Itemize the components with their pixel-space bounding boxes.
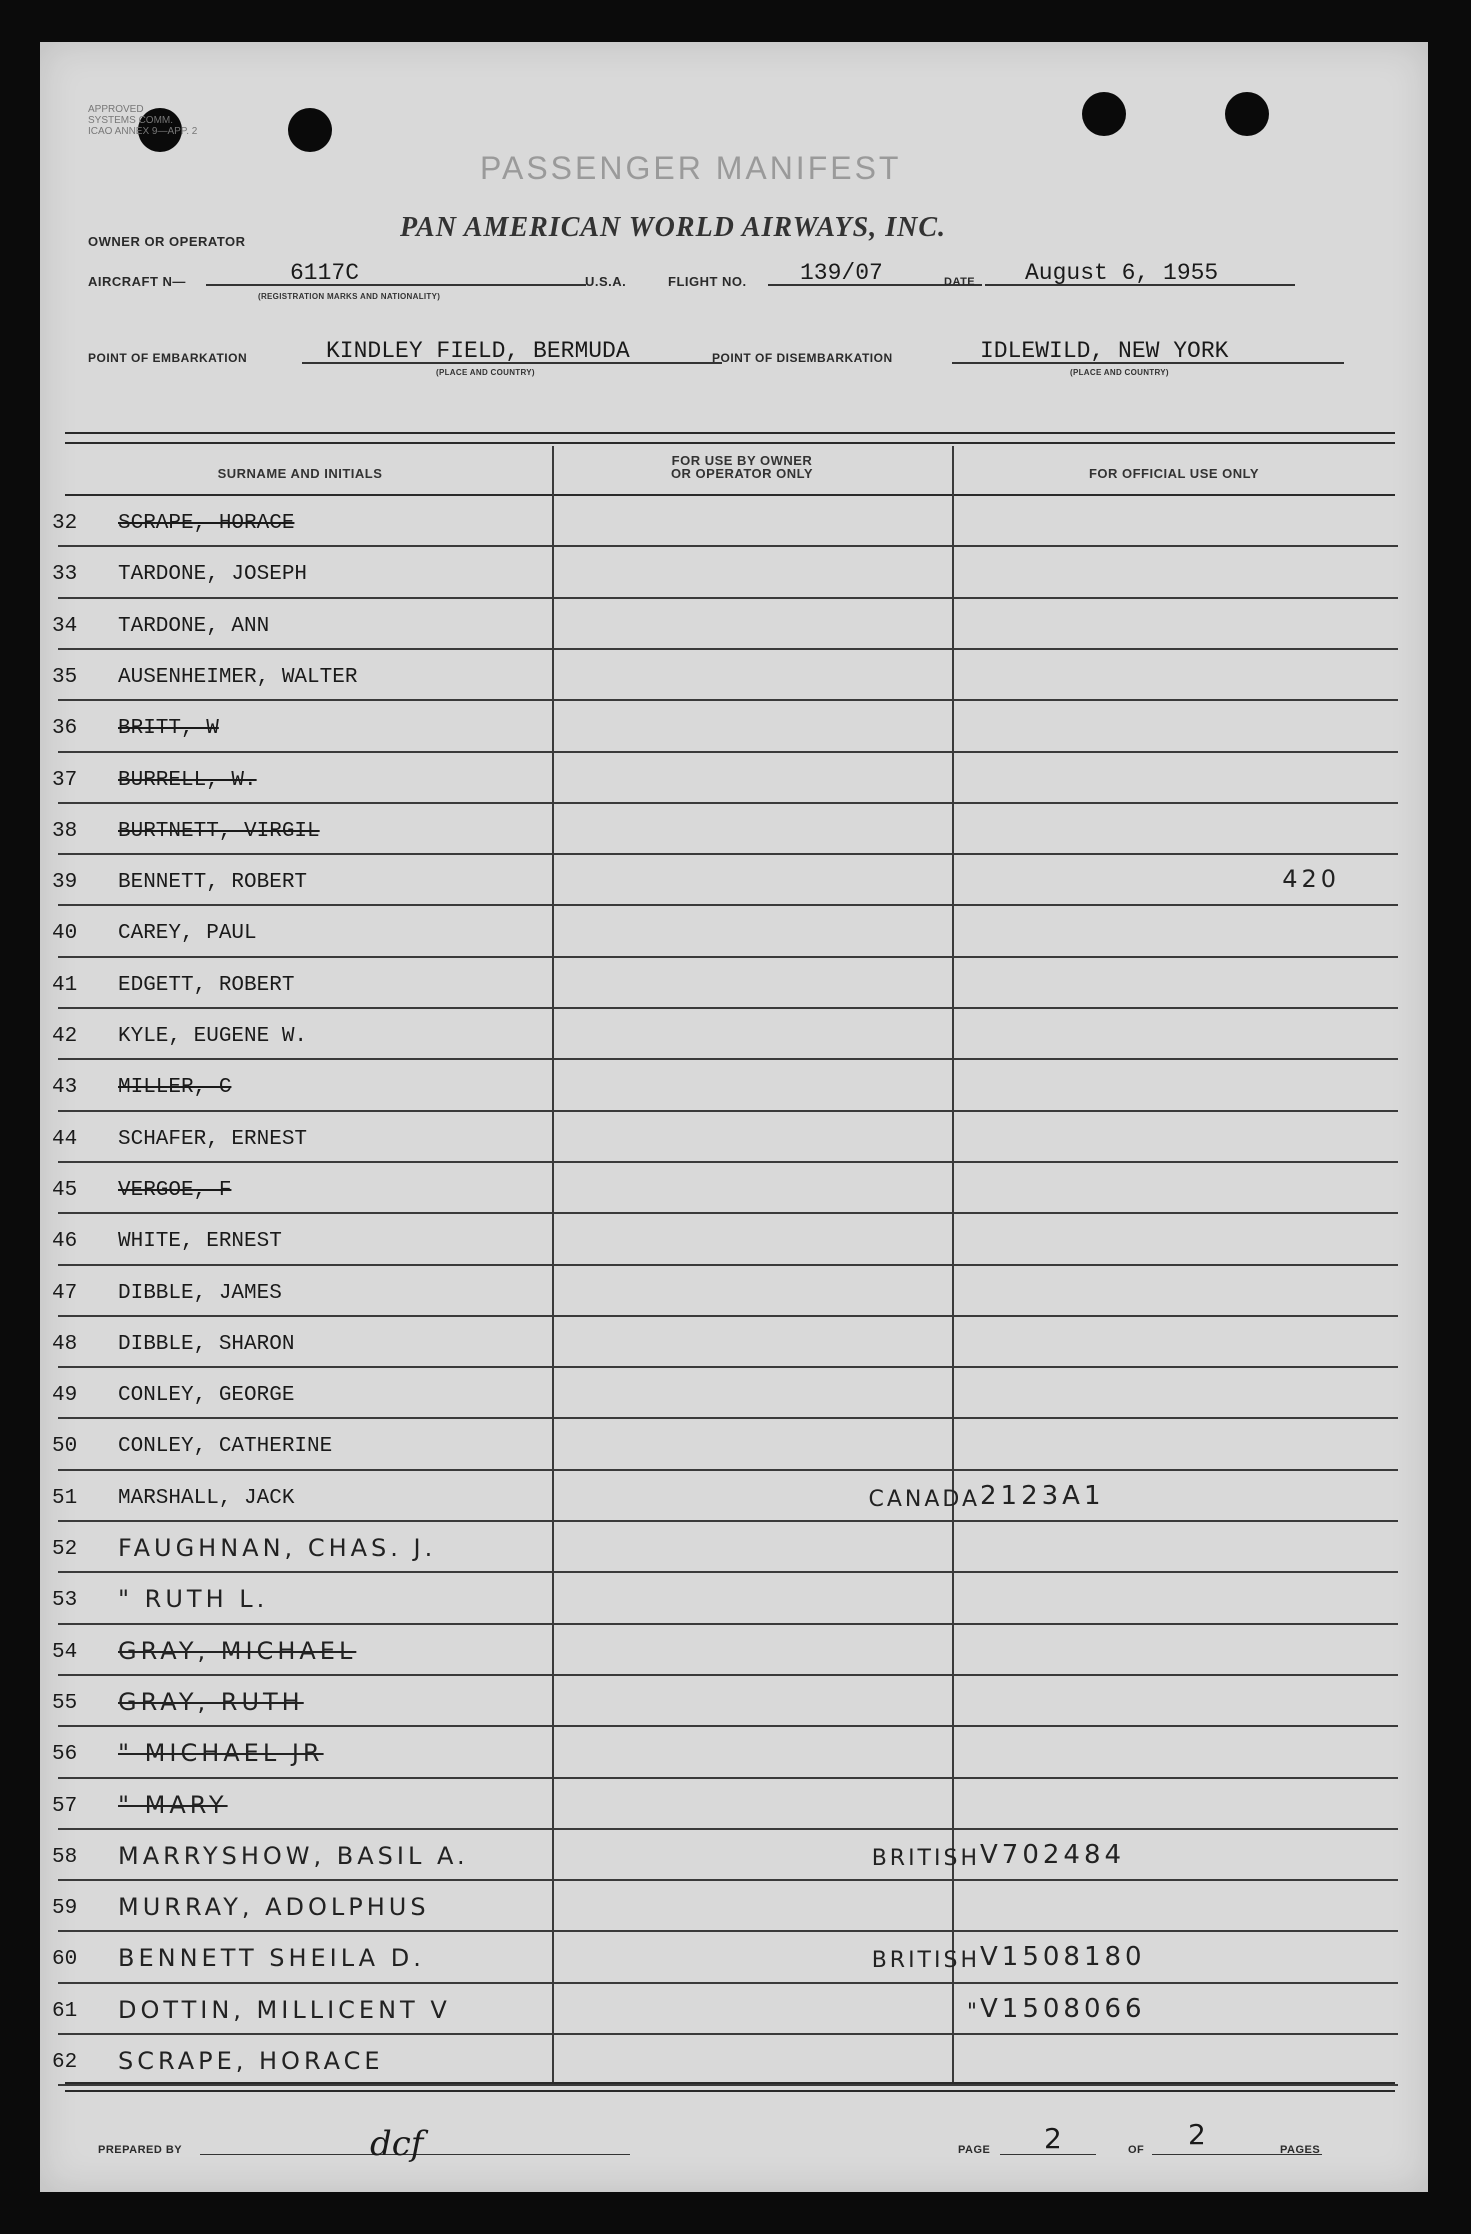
row-rule (58, 1469, 1398, 1471)
punch-hole (1082, 92, 1126, 136)
form-title: PASSENGER MANIFEST (480, 150, 902, 186)
passenger-name: CONLEY, CATHERINE (118, 1435, 333, 1459)
passenger-name: CONLEY, GEORGE (118, 1384, 295, 1408)
row-rule (58, 1725, 1398, 1727)
passenger-name: CAREY, PAUL (118, 922, 257, 946)
column-surname: SURNAME AND INITIALS (217, 466, 383, 481)
passenger-name: DIBBLE, JAMES (118, 1281, 282, 1305)
disembark-caption: (PLACE AND COUNTRY) (1070, 368, 1169, 377)
passenger-name: TARDONE, ANN (118, 614, 270, 638)
passenger-number: 36 (52, 717, 78, 741)
passenger-name: " MARY (118, 1790, 228, 1819)
total-pages: 2 (1188, 2118, 1206, 2151)
passenger-number: 60 (52, 1948, 78, 1972)
passenger-number: 50 (52, 1435, 78, 1459)
row-rule (58, 853, 1398, 855)
page-number: 2 (1044, 2122, 1062, 2155)
passenger-name: SCHAFER, ERNEST (118, 1127, 308, 1151)
embark-label: POINT OF EMBARKATION (88, 351, 248, 365)
date-label: DATE (944, 276, 976, 288)
manifest-page (40, 42, 1428, 2192)
row-rule (58, 956, 1398, 958)
passenger-number: 53 (52, 1589, 78, 1613)
row-rule (58, 1161, 1398, 1163)
passenger-name: DOTTIN, MILLICENT V (118, 1995, 451, 2024)
embark-value: KINDLEY FIELD, BERMUDA (326, 338, 630, 364)
column-owner-use: FOR USE BY OWNER OR OPERATOR ONLY (670, 453, 814, 481)
official-use-note: V1508066 (980, 1993, 1146, 2024)
row-rule (58, 1623, 1398, 1625)
passenger-name: GRAY, RUTH (118, 1687, 304, 1716)
passenger-number: 52 (52, 1538, 78, 1561)
punch-hole (288, 108, 332, 152)
passenger-number: 45 (52, 1178, 78, 1202)
approval-stamp: APPROVED SYSTEMS COMM. ICAO ANNEX 9—APP. 2 (88, 104, 198, 137)
owner-operator-note: BRITISH (871, 1845, 980, 1871)
owner-operator-note: CANADA (868, 1486, 980, 1512)
row-rule (58, 1879, 1398, 1881)
official-use-note: V1508180 (980, 1942, 1146, 1973)
passenger-name: MARRYSHOW, BASIL A. (118, 1841, 469, 1870)
usa-label: U.S.A. (585, 274, 627, 289)
passenger-name: MILLER, C (118, 1076, 232, 1100)
flight-no-value: 139/07 (800, 260, 883, 286)
row-rule (58, 545, 1398, 547)
row-rule (58, 1264, 1398, 1266)
official-use-note: 420 (1282, 865, 1340, 894)
row-rule (58, 1571, 1398, 1573)
owner-operator-note: " (966, 1999, 980, 2025)
passenger-name: BURTNETT, VIRGIL (118, 819, 320, 843)
passenger-name: MARSHALL, JACK (118, 1486, 295, 1510)
passenger-number: 46 (52, 1230, 78, 1254)
passenger-name: AUSENHEIMER, WALTER (118, 665, 358, 689)
aircraft-label: AIRCRAFT N— (88, 274, 186, 289)
disembark-label: POINT OF DISEMBARKATION (712, 351, 893, 365)
passenger-name: BRITT, W (118, 717, 219, 741)
passenger-name: BURRELL, W. (118, 768, 257, 792)
row-rule (58, 2033, 1398, 2035)
airline-name: PAN AMERICAN WORLD AIRWAYS, INC. (400, 212, 947, 243)
passenger-number: 35 (52, 665, 78, 689)
passenger-name: DIBBLE, SHARON (118, 1332, 295, 1356)
row-rule (58, 1777, 1398, 1779)
row-rule (58, 2084, 1398, 2086)
passenger-number: 55 (52, 1691, 78, 1715)
passenger-number: 57 (52, 1794, 78, 1818)
row-rule (58, 648, 1398, 650)
passenger-name: BENNETT SHEILA D. (118, 1944, 425, 1973)
official-use-note: V702484 (980, 1839, 1126, 1870)
passenger-number: 48 (52, 1332, 78, 1356)
embark-caption: (PLACE AND COUNTRY) (436, 368, 535, 377)
row-rule (58, 1315, 1398, 1317)
row-rule (58, 751, 1398, 753)
passenger-name: SCRAPE, HORACE (118, 512, 295, 535)
prepared-by-signature: dcf (370, 2124, 424, 2164)
row-rule (58, 1007, 1398, 1009)
passenger-name: FAUGHNAN, CHAS. J. (118, 1534, 437, 1562)
passenger-number: 56 (52, 1743, 78, 1767)
passenger-name: KYLE, EUGENE W. (118, 1025, 308, 1048)
passenger-number: 61 (52, 1999, 78, 2023)
passenger-number: 43 (52, 1076, 78, 1100)
passenger-name: " RUTH L. (118, 1585, 269, 1614)
column-divider (952, 446, 954, 2086)
row-rule (58, 1828, 1398, 1830)
row-rule (58, 699, 1398, 701)
passenger-name: EDGETT, ROBERT (118, 973, 295, 997)
row-rule (58, 802, 1398, 804)
passenger-number: 38 (52, 819, 78, 843)
row-rule (58, 1366, 1398, 1368)
row-rule (58, 1930, 1398, 1932)
row-rule (58, 1674, 1398, 1676)
passenger-name: VERGOE, F (118, 1178, 232, 1202)
passenger-number: 39 (52, 871, 78, 895)
passenger-name: TARDONE, JOSEPH (118, 563, 308, 587)
passenger-number: 41 (52, 973, 78, 997)
passenger-number: 59 (52, 1897, 78, 1921)
row-rule (58, 1982, 1398, 1984)
owner-operator-note: BRITISH (871, 1948, 980, 1974)
passenger-number: 34 (52, 614, 78, 638)
passenger-number: 32 (52, 512, 78, 535)
row-rule (58, 597, 1398, 599)
passenger-number: 42 (52, 1025, 78, 1048)
row-rule (58, 904, 1398, 906)
punch-hole (1225, 92, 1269, 136)
passenger-number: 44 (52, 1127, 78, 1151)
passenger-number: 62 (52, 2051, 78, 2074)
date-value: August 6, 1955 (1025, 260, 1219, 286)
passenger-number: 49 (52, 1384, 78, 1408)
disembark-value: IDLEWILD, NEW YORK (980, 338, 1229, 364)
passenger-name: " MICHAEL JR (118, 1739, 324, 1768)
column-divider (552, 446, 554, 2086)
passenger-name: WHITE, ERNEST (118, 1230, 282, 1254)
aircraft-value: 6117C (290, 260, 360, 286)
flight-no-label: FLIGHT NO. (668, 274, 747, 289)
passenger-name: SCRAPE, HORACE (118, 2047, 384, 2075)
official-use-note: 2123A1 (980, 1480, 1105, 1511)
row-rule (58, 1212, 1398, 1214)
column-official: FOR OFFICIAL USE ONLY (1088, 466, 1260, 481)
passenger-number: 51 (52, 1486, 78, 1510)
row-rule (58, 1110, 1398, 1112)
row-rule (58, 1520, 1398, 1522)
prepared-by-label: PREPARED BY (98, 2144, 183, 2156)
passenger-number: 47 (52, 1281, 78, 1305)
registration-caption: (REGISTRATION MARKS AND NATIONALITY) (258, 292, 441, 301)
passenger-number: 40 (52, 922, 78, 946)
pages-label: PAGES (1280, 2144, 1321, 2156)
passenger-name: GRAY, MICHAEL (118, 1636, 357, 1665)
owner-label: OWNER OR OPERATOR (88, 234, 246, 249)
passenger-number: 54 (52, 1640, 78, 1664)
passenger-number: 58 (52, 1845, 78, 1869)
of-label: OF (1128, 2144, 1145, 2156)
passenger-number: 37 (52, 768, 78, 792)
row-rule (58, 1417, 1398, 1419)
passenger-name: MURRAY, ADOLPHUS (118, 1893, 430, 1922)
passenger-number: 33 (52, 563, 78, 587)
passenger-name: BENNETT, ROBERT (118, 871, 308, 895)
page-label: PAGE (958, 2144, 991, 2156)
row-rule (58, 1058, 1398, 1060)
